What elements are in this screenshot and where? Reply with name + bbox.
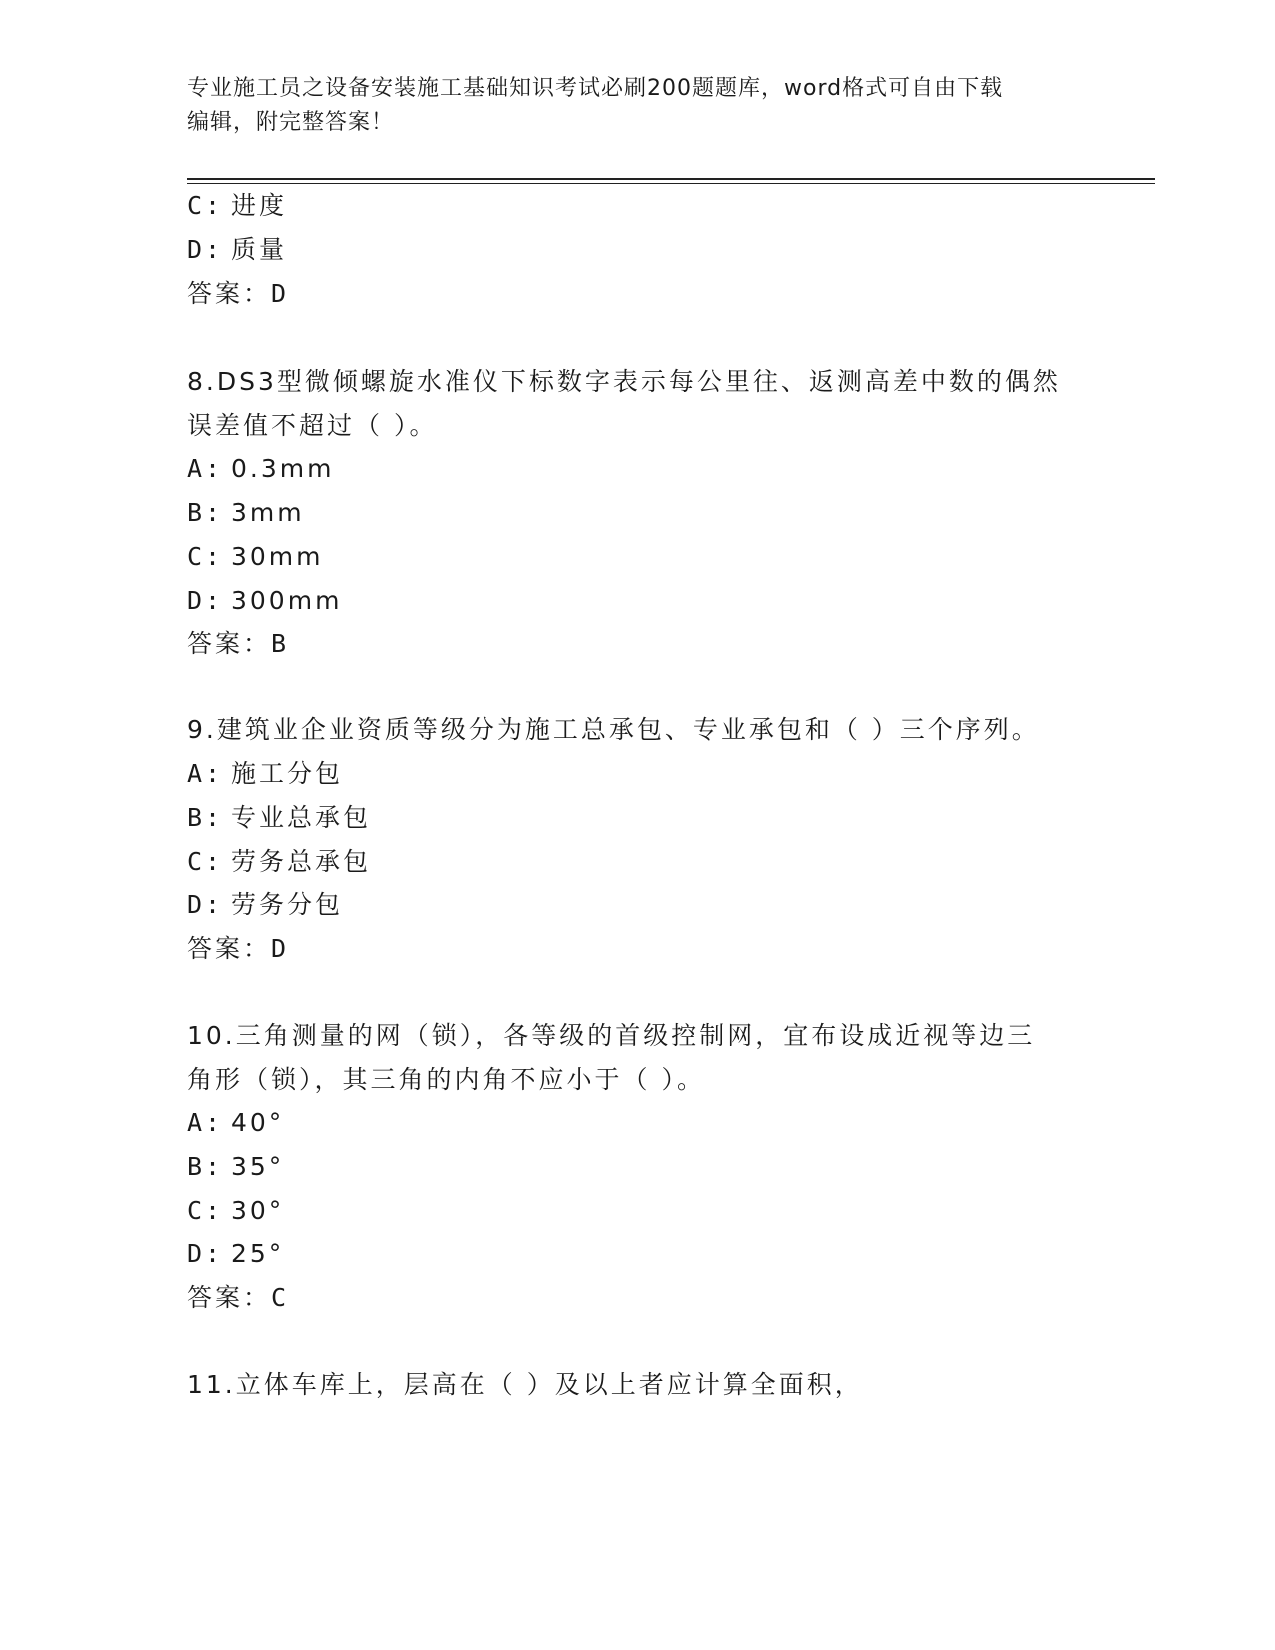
option-text: 施工分包 — [231, 759, 344, 788]
option-line — [187, 585, 342, 617]
answer-line — [187, 1282, 289, 1314]
answer-value: B — [271, 629, 290, 658]
option-text: 3mm — [231, 498, 305, 527]
option-line — [187, 497, 305, 529]
option-key: D: — [187, 890, 224, 919]
option-line — [187, 889, 343, 921]
option-line — [187, 846, 371, 878]
option-line — [187, 1107, 284, 1139]
option-key: A: — [187, 759, 224, 788]
option-key: A: — [187, 454, 224, 483]
option-line — [187, 758, 343, 790]
option-key: C: — [187, 1196, 224, 1225]
option-line — [187, 1195, 284, 1227]
option-line — [187, 802, 371, 834]
answer-value: D — [271, 279, 290, 308]
option-text: 300mm — [231, 586, 343, 615]
option-text: 专业总承包 — [231, 803, 372, 832]
option-line — [187, 234, 287, 266]
option-key: D: — [187, 1239, 224, 1268]
option-text: 进度 — [231, 191, 288, 220]
option-key: C: — [187, 542, 224, 571]
option-text: 25° — [231, 1239, 285, 1268]
answer-value: D — [271, 934, 290, 963]
option-line — [187, 541, 324, 573]
option-key: D: — [187, 586, 224, 615]
question-stem: 8.DS3型微倾螺旋水准仪下标数字表示每公里往、返测高差中数的偶然 — [187, 367, 1061, 396]
option-text: 0.3mm — [231, 454, 335, 483]
option-line — [187, 453, 334, 485]
document-header: 专业施工员之设备安装施工基础知识考试必刷200题题库，word格式可自由下载 编辑，附完整答案！ — [187, 76, 1004, 135]
question-stem: 9.建筑业企业资质等级分为施工总承包、专业承包和（ ）三个序列。 — [187, 715, 1040, 744]
option-key: C: — [187, 191, 224, 220]
option-line — [187, 1151, 284, 1183]
answer-line — [187, 628, 289, 660]
question-stem: 误差值不超过（ ）。 — [187, 411, 438, 440]
option-text: 劳务分包 — [231, 890, 344, 919]
option-line — [187, 1238, 284, 1270]
question-stem: 角形（锁），其三角的内角不应小于（ ）。 — [187, 1065, 705, 1094]
question-stem: 11.立体车库上，层高在（ ）及以上者应计算全面积， — [187, 1370, 863, 1399]
answer-line — [187, 933, 289, 965]
answer-label: 答案： — [187, 629, 272, 658]
option-line — [187, 190, 287, 222]
header-rule-thick — [187, 178, 1155, 180]
answer-label: 答案： — [187, 934, 272, 963]
option-text: 劳务总承包 — [231, 847, 372, 876]
option-text: 40° — [231, 1108, 285, 1137]
option-key: B: — [187, 803, 224, 832]
answer-label: 答案： — [187, 279, 272, 308]
answer-line — [187, 278, 289, 310]
header-rule-thin — [187, 183, 1155, 184]
option-key: D: — [187, 235, 224, 264]
option-text: 30° — [231, 1196, 285, 1225]
question-stem: 10.三角测量的网（锁），各等级的首级控制网，宜布设成近视等边三 — [187, 1021, 1036, 1050]
answer-label: 答案： — [187, 1283, 272, 1312]
option-key: B: — [187, 1152, 224, 1181]
option-key: B: — [187, 498, 224, 527]
option-text: 30mm — [231, 542, 324, 571]
option-text: 35° — [231, 1152, 285, 1181]
option-key: A: — [187, 1108, 224, 1137]
answer-value: C — [271, 1283, 290, 1312]
option-text: 质量 — [231, 235, 288, 264]
option-key: C: — [187, 847, 224, 876]
